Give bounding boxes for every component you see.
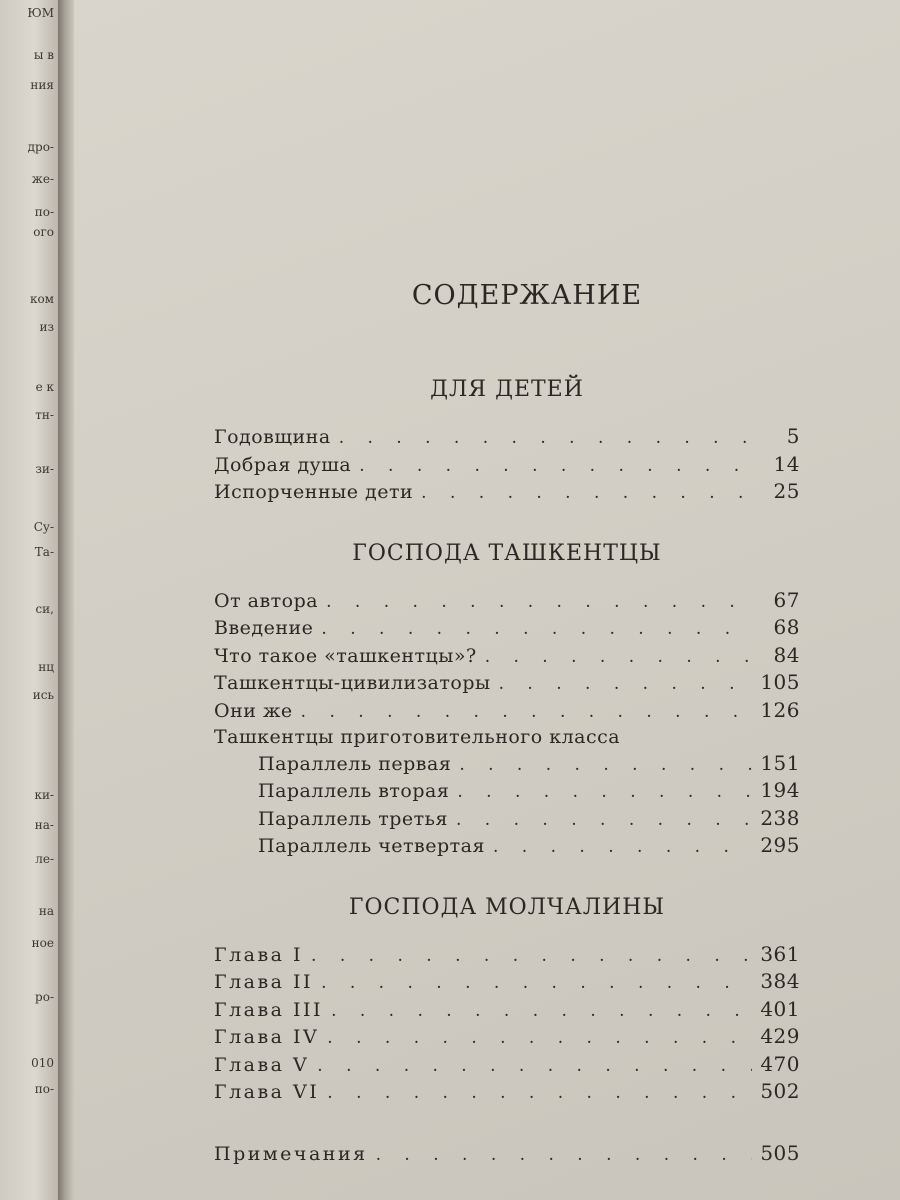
left-page-text-fragment: си, — [35, 602, 54, 616]
toc-entry-title: Что такое «ташкентцы»? — [214, 644, 477, 667]
section-title: ГОСПОДА ТАШКЕНТЦЫ — [352, 540, 662, 566]
toc-section-molchaliny — [214, 895, 800, 1107]
toc-entry-page: 5 — [786, 424, 800, 448]
toc-entry-title: Глава II — [214, 971, 314, 993]
left-page-text-fragment: Су- — [33, 520, 54, 534]
left-page-text-fragment: ле- — [35, 852, 54, 866]
book-page — [74, 0, 900, 1200]
toc-entry-page: 68 — [773, 615, 800, 639]
toc-list — [214, 942, 800, 1107]
left-page-text-fragment: ки- — [34, 788, 54, 802]
left-page-text-fragment: ком — [29, 292, 54, 306]
toc-entry-page: 84 — [773, 642, 800, 667]
toc-subentry[interactable] — [214, 751, 800, 779]
dot-leader — [317, 1054, 752, 1080]
dot-leader — [311, 944, 752, 970]
toc-entry[interactable] — [214, 1024, 800, 1052]
toc-entry-page: 238 — [760, 805, 800, 830]
toc-entry[interactable] — [214, 643, 800, 671]
left-page-text-fragment: по- — [34, 205, 54, 219]
dot-leader — [493, 835, 752, 861]
section-title: ДЛЯ ДЕТЕЙ — [430, 377, 584, 402]
dot-leader — [456, 808, 752, 834]
left-page-text-fragment: ись — [32, 688, 54, 702]
dot-leader — [339, 426, 752, 452]
dot-leader — [499, 672, 752, 698]
dot-leader — [376, 1143, 752, 1169]
toc-entry-page: 295 — [760, 833, 800, 857]
left-page-text-fragment: Та- — [34, 545, 54, 559]
left-page-text-fragment: ЮМ — [27, 6, 54, 20]
toc-list — [214, 588, 800, 861]
toc-entry-page: 361 — [760, 941, 800, 966]
toc-group-heading — [214, 725, 800, 751]
left-page-text-fragment: ро- — [35, 990, 54, 1004]
dot-leader — [326, 590, 752, 616]
toc-entry-title: Глава I — [214, 943, 304, 966]
toc-entry-page: 505 — [760, 1140, 800, 1165]
left-page-text-fragment: е к — [35, 380, 54, 394]
toc-entry-title: Глава VI — [214, 1081, 320, 1103]
dot-leader — [421, 481, 752, 507]
toc-entry-title: Добрая душа — [214, 453, 352, 476]
toc-entry-title: Параллель вторая — [258, 780, 450, 802]
left-page-text-fragment: по- — [34, 1082, 54, 1096]
toc-entry-page: 384 — [760, 969, 800, 993]
left-page-text-fragment: 010 — [31, 1056, 54, 1070]
toc-entry-title: Параллель четвертая — [258, 835, 485, 857]
toc-section-for-children — [214, 377, 800, 507]
dot-leader — [331, 999, 752, 1025]
toc-entry-title: Введение — [214, 617, 314, 639]
left-page-text-fragment: на — [38, 904, 54, 918]
left-page-text-fragment: дро- — [27, 140, 54, 154]
toc-list — [214, 424, 800, 507]
toc-entry[interactable] — [214, 424, 800, 452]
toc-entry-title: Параллель третья — [258, 807, 448, 830]
toc-entry-title: От автора — [214, 589, 319, 612]
toc-entry-page: 401 — [760, 996, 800, 1021]
left-page-text-fragment: ное — [31, 936, 54, 950]
toc-entry-page: 67 — [773, 587, 800, 612]
toc-entry[interactable] — [214, 670, 800, 698]
toc-entry-title: Годовщина — [214, 426, 331, 448]
toc-entry[interactable] — [214, 1079, 800, 1107]
left-page-text-fragment: ого — [33, 225, 54, 239]
toc-entry-page: 470 — [760, 1051, 800, 1076]
left-page-text-fragment: же- — [31, 172, 54, 186]
page-title: СОДЕРЖАНИЕ — [411, 280, 643, 311]
toc-entry-page: 14 — [773, 451, 800, 476]
left-facing-page — [0, 0, 58, 1200]
left-page-text-fragment: на- — [34, 818, 54, 832]
dot-leader — [321, 971, 752, 997]
toc-entry-title: Они же — [214, 699, 293, 722]
dot-leader — [327, 1081, 752, 1107]
left-page-text-fragment: из — [39, 320, 54, 334]
toc-entry-title: Примечания — [214, 1142, 368, 1165]
toc-entry-page: 25 — [773, 479, 800, 503]
toc-entry-title: Глава III — [214, 998, 324, 1021]
toc-entry[interactable] — [214, 452, 800, 480]
toc-entry-title: Ташкентцы-цивилизаторы — [214, 672, 491, 694]
dot-leader — [459, 753, 752, 779]
toc-entry-title: Глава V — [214, 1053, 310, 1076]
toc-entry[interactable] — [214, 997, 800, 1025]
left-page-text-fragment: зи- — [35, 462, 54, 476]
toc-section-tashkentcy — [214, 541, 800, 861]
toc-notes — [214, 1141, 800, 1169]
left-page-text-fragment: ния — [30, 78, 54, 92]
dot-leader — [301, 700, 752, 726]
toc-subentry[interactable] — [214, 833, 800, 861]
toc-entry-page: 105 — [760, 670, 800, 694]
dot-leader — [359, 454, 752, 480]
book-gutter — [58, 0, 74, 1200]
toc-entry[interactable] — [214, 479, 800, 507]
toc-entry-title: Параллель первая — [258, 752, 452, 775]
toc-entry-notes[interactable] — [214, 1141, 800, 1169]
toc-entry-page: 429 — [760, 1024, 800, 1048]
toc-entry-page: 126 — [760, 697, 800, 722]
dot-leader — [457, 780, 752, 806]
left-page-text-fragment: тн- — [35, 408, 54, 422]
toc-entry[interactable] — [214, 969, 800, 997]
dot-leader — [327, 1026, 752, 1052]
toc-entry-page: 502 — [760, 1079, 800, 1103]
toc-entry[interactable] — [214, 942, 800, 970]
toc-subentry[interactable] — [214, 806, 800, 834]
dot-leader — [321, 617, 752, 643]
toc-entry-title: Ташкентцы приготовительного класса — [214, 726, 621, 748]
toc-subentry[interactable] — [214, 778, 800, 806]
toc-entry-title: Глава IV — [214, 1026, 320, 1048]
toc-entry-title: Испорченные дети — [214, 481, 414, 503]
left-page-text-fragment: ы в — [33, 48, 54, 62]
toc-entry-page: 151 — [760, 750, 800, 775]
dot-leader — [485, 645, 752, 671]
section-title: ГОСПОДА МОЛЧАЛИНЫ — [348, 894, 666, 920]
toc-entry[interactable] — [214, 615, 800, 643]
toc-entry[interactable] — [214, 698, 800, 726]
left-page-text-fragment: нц — [38, 660, 54, 674]
table-of-contents — [214, 280, 800, 1168]
toc-entry[interactable] — [214, 588, 800, 616]
toc-entry-page: 194 — [760, 778, 800, 802]
toc-entry[interactable] — [214, 1052, 800, 1080]
